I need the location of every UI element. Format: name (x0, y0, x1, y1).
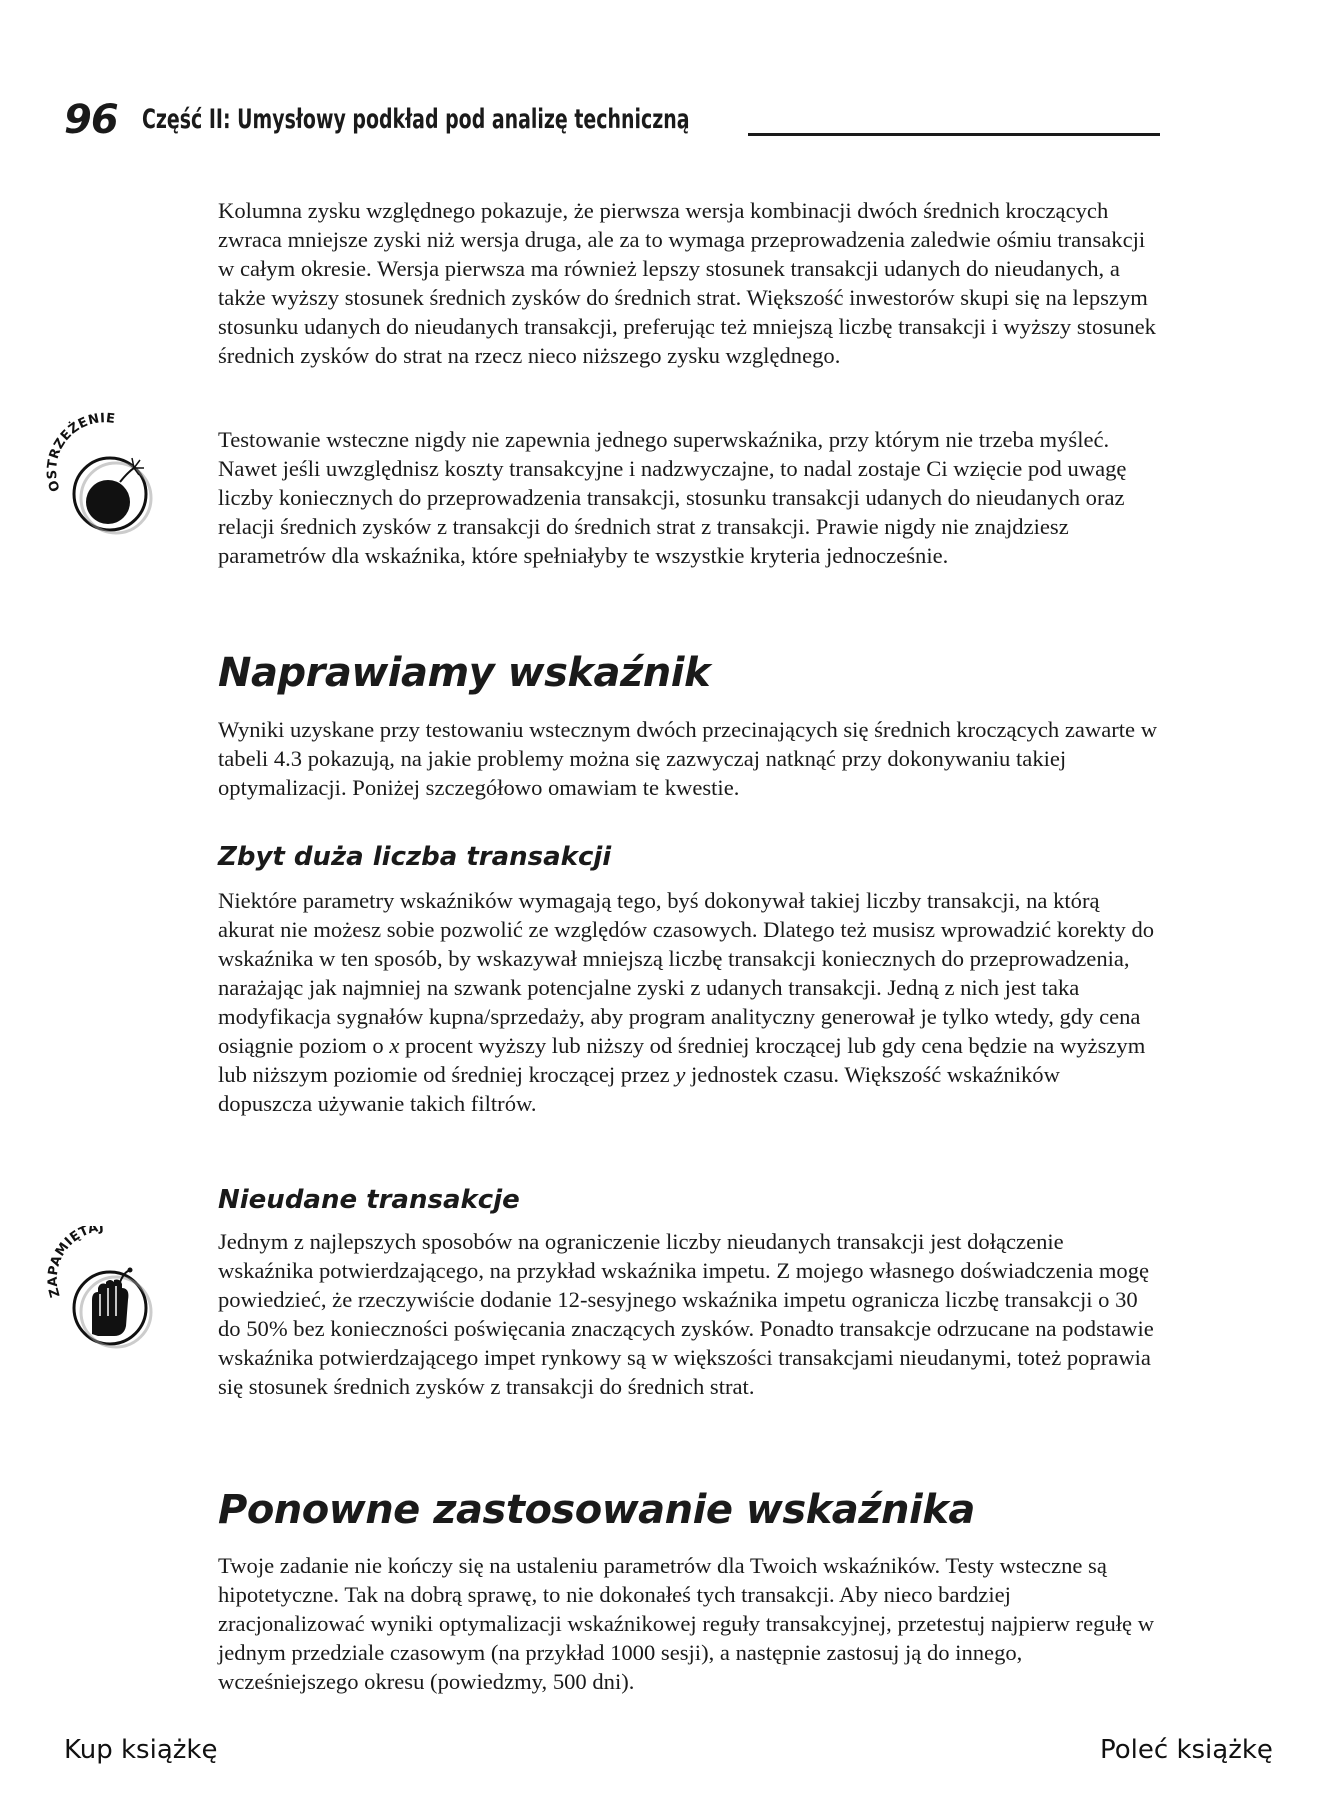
subsection-block (218, 1183, 1158, 1217)
running-header (64, 98, 1164, 142)
body-paragraph: Kolumna zysku względnego pokazuje, że pierwsza wersja kombinacji dwóch średnich kroczących zwraca mniejsze zyski niż wersja druga, ale za to wymaga przeprowadzenia zaledwie ośmiu transakcji w całym okresie. Wersja pierwsza ma również lepszy stosunek transakcji udanych do nieudanych, a także wyższy stosunek średnich zysków do średnich strat. Większość inwestorów skupi się na lepszym stosunku udanych do nieudanych transakcji, preferując też mniejszą liczbę transakcji i wyższy stosunek średnich zysków do strat na rzecz nieco niższego zysku względnego. (218, 198, 1156, 368)
section-block (218, 1485, 1158, 1535)
remember-margin-icon (40, 1226, 170, 1356)
variable-x: x (389, 1033, 400, 1058)
buy-book-link[interactable]: Kup książkę (64, 1735, 218, 1765)
paragraph-block (218, 425, 1158, 570)
section-heading: Naprawiamy wskaźnik (218, 650, 711, 696)
subsection-heading: Zbyt duża liczba transakcji (218, 842, 612, 872)
paragraph-block (218, 715, 1158, 802)
paragraph-block (218, 1227, 1158, 1401)
body-paragraph (218, 886, 1158, 1118)
paragraph-text: procent wyższy lub niższy od średniej kroczącej lub gdy cena będzie na wyższym lub niższym poziomie od średniej kroczącej przez (218, 1033, 1146, 1087)
body-paragraph: Twoje zadanie nie kończy się na ustaleniu parametrów dla Twoich wskaźników. Testy wsteczne są hipotetyczne. Tak na dobrą sprawę, to nie dokonałeś tych transakcji. Aby nieco bardziej zracjonalizować wyniki optymalizacji wskaźnikowej reguły transakcyjnej, przetestuj najpierw regułę w jednym przedziale czasowym (na przykład 1000 sesji), a następnie zastosuj ją do innego, wcześniejszego okresu (powiedzmy, 500 dni). (218, 1553, 1155, 1694)
recommend-book-link[interactable]: Poleć książkę (1100, 1735, 1273, 1765)
warning-label: OSTRZEŻENIE (44, 412, 117, 494)
subsection-block (218, 840, 1158, 874)
section-block (218, 648, 1158, 698)
body-paragraph: Testowanie wsteczne nigdy nie zapewnia jednego superwskaźnika, przy którym nie trzeba myśleć. Nawet jeśli uwzględnisz koszty transakcyjne i nadzwyczajne, to nadal zostaje Ci wzięcie pod uwagę liczby koniecznych do przeprowadzenia transakcji, stosunku transakcji udanych do nieudanych oraz relacji średnich zysków z transakcji do średnich strat z transakcji. Prawie nigdy nie znajdziesz parametrów dla wskaźnika, które spełniałyby te wszystkie kryteria jednocześnie. (218, 427, 1127, 568)
part-title: Część II: Umysłowy podkład pod analizę techniczną (142, 104, 690, 135)
section-heading: Ponowne zastosowanie wskaźnika (218, 1487, 975, 1533)
subsection-heading: Nieudane transakcje (218, 1185, 520, 1215)
page-number: 96 (64, 97, 118, 143)
paragraph-block (218, 886, 1158, 1118)
hand-string-icon (40, 1226, 170, 1356)
bomb-icon (40, 412, 170, 542)
variable-y: y (675, 1062, 686, 1087)
paragraph-block (218, 1551, 1158, 1696)
warning-margin-icon (40, 412, 170, 542)
paragraph-text: Niektóre parametry wskaźników wymagają tego, byś dokonywał takiej liczby transakcji, na którą akurat nie możesz sobie pozwolić ze względów czasowych. Dlatego też musisz wprowadzić korekty do wskaźnika w ten sposób, by wskazywał mniejszą liczbę transakcji koniecznych do przeprowadzenia, narażając jak najmniej na szwank potencjalne zyski z udanych transakcji. Jedną z nich jest taka modyfikacja sygnałów kupna/sprzedaży, aby program analityczny generował je tylko wtedy, gdy cena osiągnie poziom o (218, 888, 1155, 1058)
paragraph-text: jednostek czasu. Większość wskaźników dopuszcza używanie takich filtrów. (218, 1062, 1060, 1116)
body-paragraph: Jednym z najlepszych sposobów na ograniczenie liczby nieudanych transakcji jest dołączenie wskaźnika potwierdzającego, na przykład wskaźnika impetu. Z mojego własnego doświadczenia mogę powiedzieć, że rzeczywiście dodanie 12-sesyjnego wskaźnika impetu ogranicza liczbę transakcji o 30 do 50% bez konieczności poświęcania znaczących zysków. Ponadto transakcje odrzucane na podstawie wskaźnika potwierdzającego impet rynkowy są w większości transakcjami nieudanymi, toteż poprawia się stosunek średnich zysków z transakcji do średnich strat. (218, 1229, 1154, 1399)
body-paragraph: Wyniki uzyskane przy testowaniu wstecznym dwóch przecinających się średnich kroczących zawarte w tabeli 4.3 pokazują, na jakie problemy można się zazwyczaj natknąć przy dokonywaniu takiej optymalizacji. Poniżej szczegółowo omawiam te kwestie. (218, 717, 1158, 800)
header-rule (748, 133, 1160, 136)
paragraph-block (218, 196, 1158, 370)
remember-label: ZAPAMIĘTAJ (45, 1226, 105, 1299)
